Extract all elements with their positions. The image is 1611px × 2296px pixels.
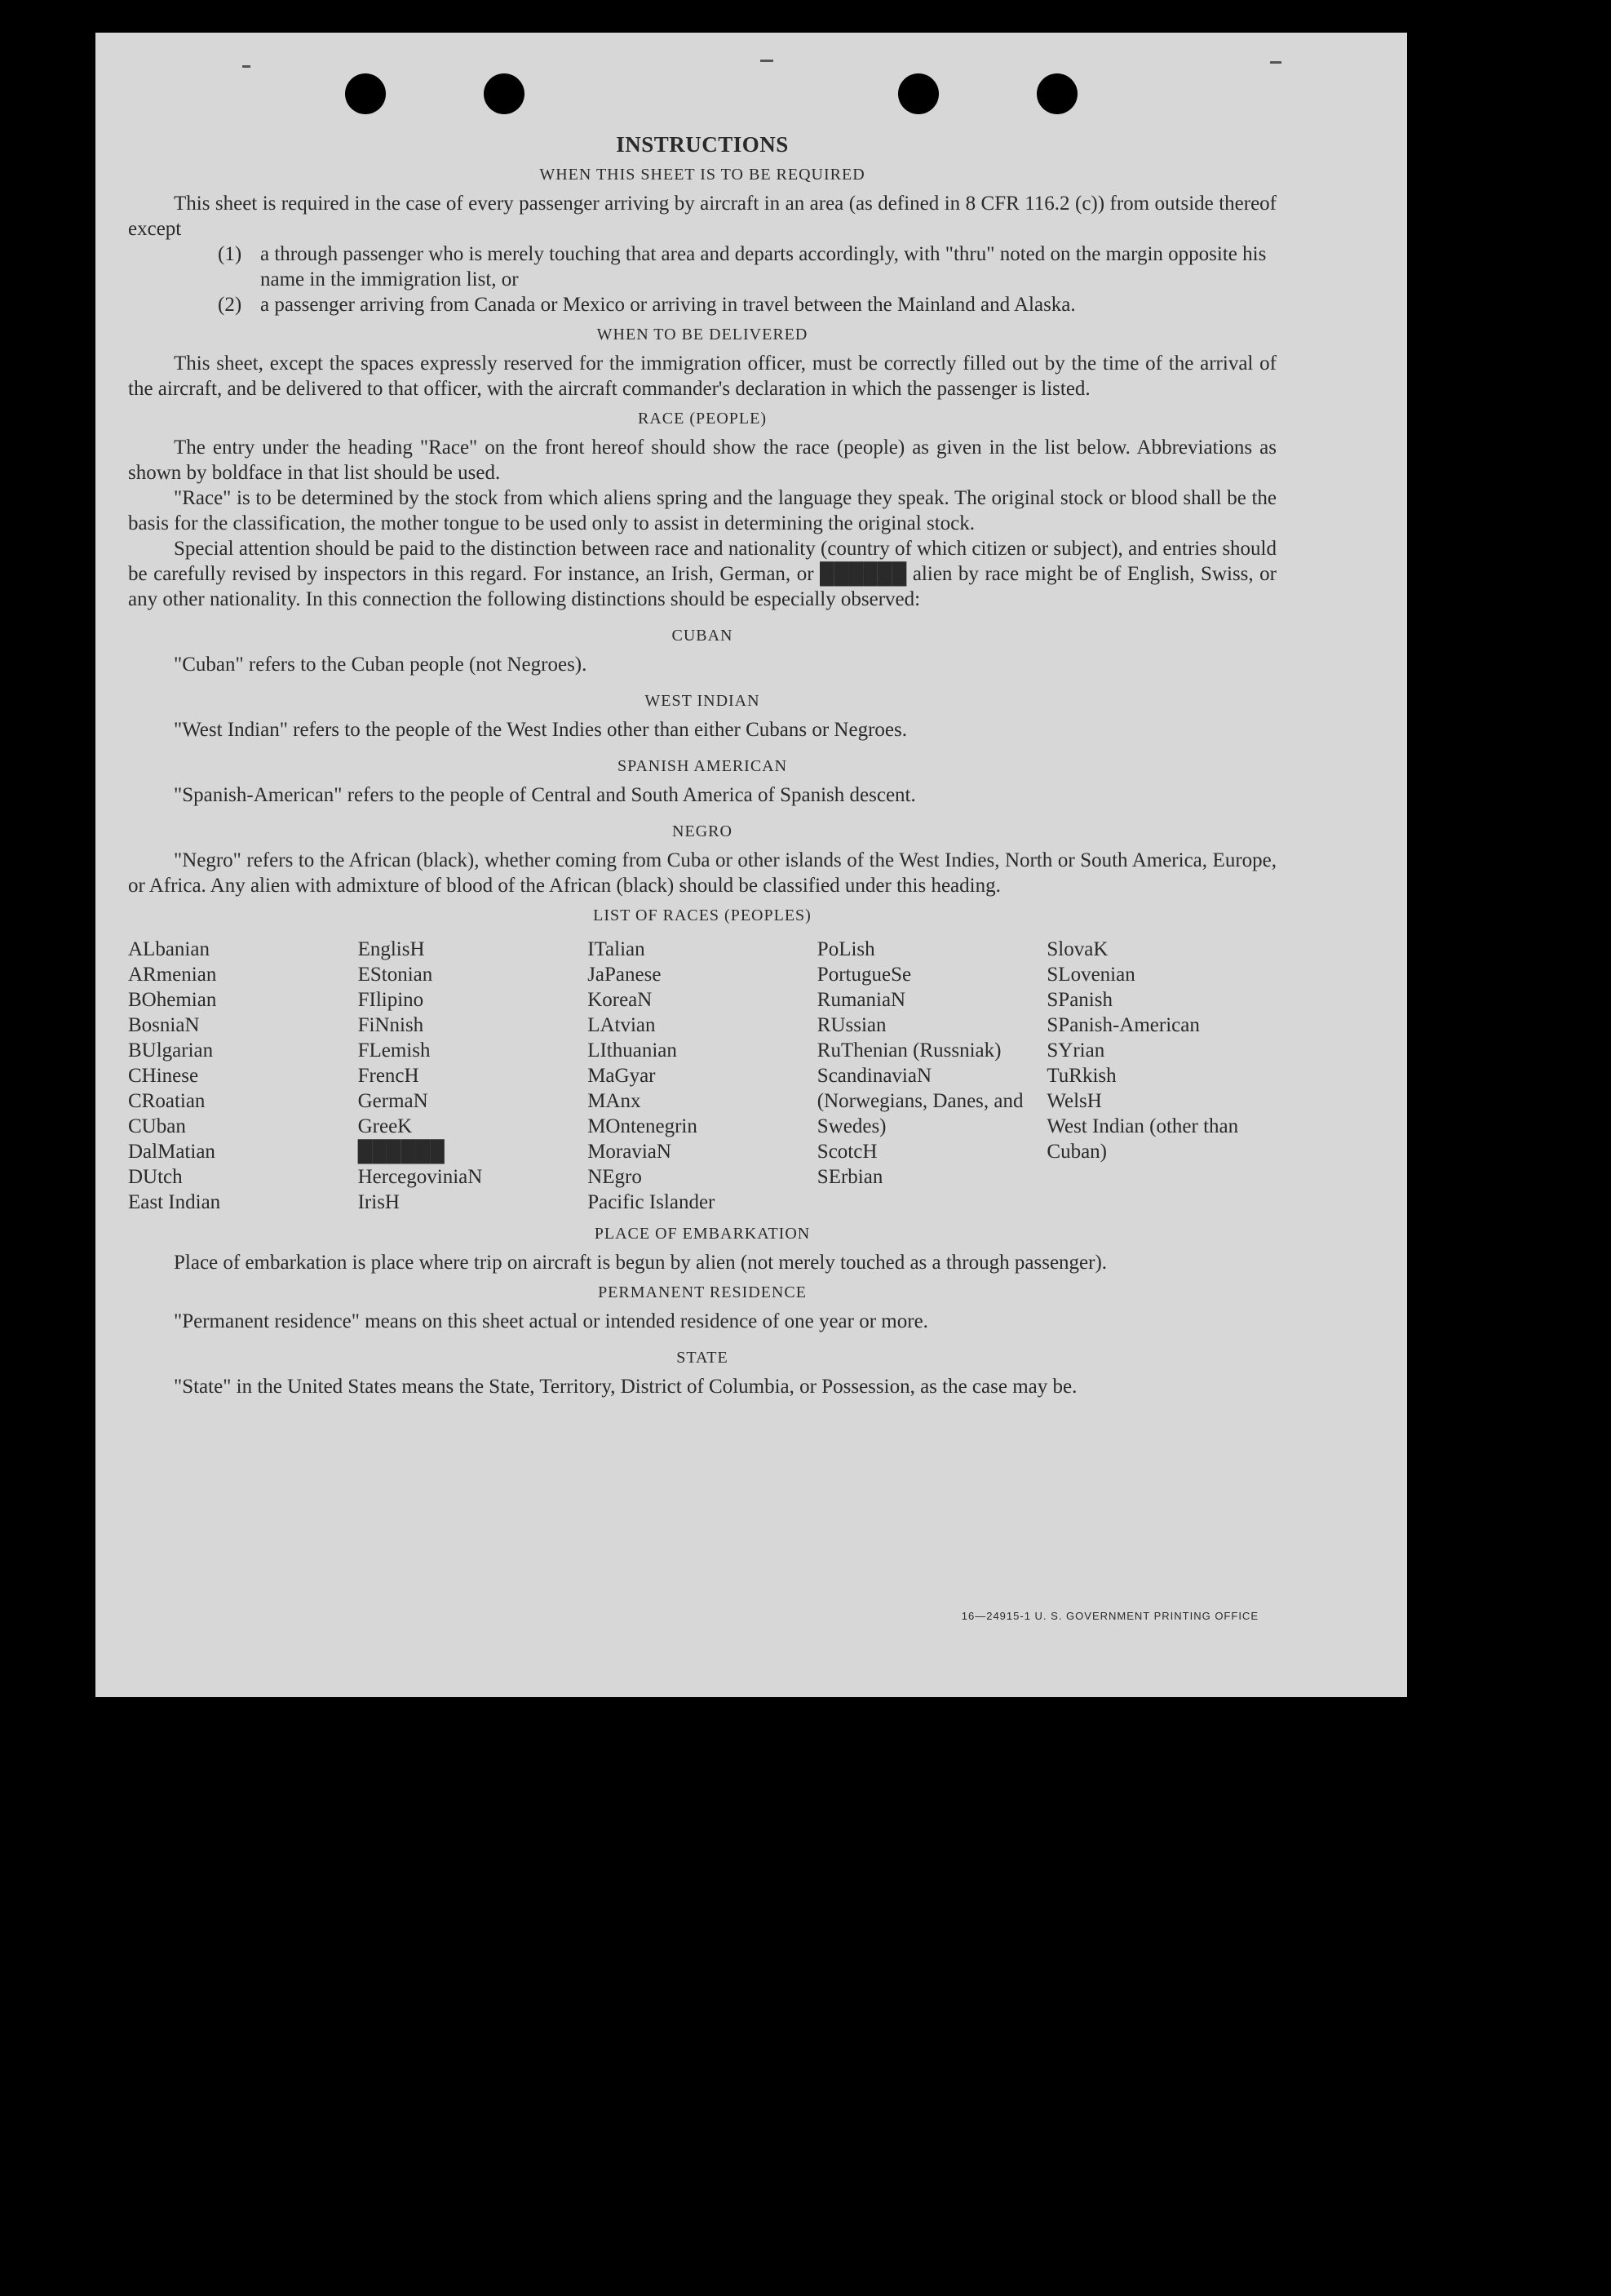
race-item: SYrian — [1047, 1039, 1105, 1062]
section-heading: STATE — [676, 1349, 728, 1367]
paragraph: "State" in the United States means the State, Territory, District of Columbia, or Possession, as the case may be. — [174, 1376, 1078, 1398]
race-item: NEgro — [587, 1166, 642, 1188]
race-item: FrencH — [357, 1065, 419, 1087]
race-item: WelsH — [1047, 1090, 1102, 1112]
race-item: TuRkish — [1047, 1065, 1117, 1087]
paragraph: "Negro" refers to the African (black), whether coming from Cuba or other islands of the West Indies, North or South America, Europe, or Africa. Any alien with admixture of blood of the African (black) should be classified under this heading. — [128, 849, 1277, 897]
scan-speck — [1270, 61, 1281, 64]
section-heading: SPANISH AMERICAN — [617, 757, 788, 775]
race-column — [358, 937, 588, 1215]
scan-speck — [760, 60, 773, 62]
race-item: CHinese — [128, 1065, 199, 1087]
section-heading: PERMANENT RESIDENCE — [598, 1283, 807, 1301]
race-item: ██████ — [357, 1141, 445, 1163]
scan-speck — [242, 65, 250, 68]
paragraph: The entry under the heading "Race" on the front hereof should show the race (people) as given in the list below. Abbreviations as shown by boldface in that list should be used. — [128, 437, 1277, 484]
race-item: DalMatian — [128, 1141, 215, 1163]
race-item: CUban — [128, 1115, 186, 1137]
race-column — [817, 937, 1047, 1215]
race-item: DUtch — [128, 1166, 183, 1188]
section-heading: NEGRO — [672, 822, 732, 840]
race-column — [128, 937, 358, 1215]
race-item: HercegoviniaN — [357, 1166, 483, 1188]
race-item: EStonian — [357, 964, 433, 986]
race-item: FLemish — [357, 1039, 431, 1062]
race-item: PoLish — [817, 938, 875, 960]
race-item: SLovenian — [1047, 964, 1135, 986]
race-item: ITalian — [587, 938, 645, 960]
paragraph: This sheet is required in the case of every passenger arriving by aircraft in an area (as defined in 8 CFR 116.2 (c)) from outside thereof except — [128, 193, 1277, 240]
race-item: BOhemian — [128, 989, 217, 1011]
race-item: West Indian (other than Cuban) — [1047, 1115, 1239, 1163]
race-item: CRoatian — [128, 1090, 206, 1112]
exception-list — [128, 242, 1277, 317]
race-item: LIthuanian — [587, 1039, 677, 1062]
race-item: BUlgarian — [128, 1039, 214, 1062]
paragraph: "Permanent residence" means on this sheet actual or intended residence of one year or more. — [174, 1310, 928, 1332]
race-item: FIlipino — [357, 989, 424, 1011]
paragraph: This sheet, except the spaces expressly reserved for the immigration officer, must be correctly filled out by the time of the arrival of the aircraft, and be delivered to that officer, with the aircraft commander's declaration in which the passenger is listed. — [128, 352, 1277, 400]
race-item: PortugueSe — [817, 964, 912, 986]
document-page — [95, 33, 1407, 1697]
race-item: BosniaN — [128, 1014, 200, 1036]
section-heading: WHEN THIS SHEET IS TO BE REQUIRED — [539, 166, 865, 184]
race-item: LAtvian — [587, 1014, 656, 1036]
page-title: INSTRUCTIONS — [616, 132, 789, 157]
race-list — [128, 937, 1277, 1215]
punch-hole — [1037, 73, 1078, 114]
section-heading: WEST INDIAN — [644, 692, 760, 710]
paragraph: "Race" is to be determined by the stock from which aliens spring and the language they speak. The original stock or blood shall be the basis for the classification, the mother tongue to be used only to assist in determining the original stock. — [128, 487, 1277, 534]
race-item: ARmenian — [128, 964, 217, 986]
race-item: GermaN — [357, 1090, 428, 1112]
race-column — [1047, 937, 1277, 1215]
race-item: RuThenian (Russniak) — [817, 1039, 1002, 1062]
race-item: RumaniaN — [817, 989, 906, 1011]
race-item: MaGyar — [587, 1065, 656, 1087]
instructions-content — [128, 132, 1277, 1399]
paragraph: Special attention should be paid to the distinction between race and nationality (country of which citizen or subject), and entries should be carefully revised by inspectors in this regard. For instance, an Irish, German, or ██████ alien by race might be of English, Swiss, or any other nationality. In this connection the following distinctions should be especially observed: — [128, 538, 1277, 610]
race-item: MOntenegrin — [587, 1115, 697, 1137]
race-item: ScandinaviaN (Norwegians, Danes, and Swedes) — [817, 1065, 1024, 1137]
section-heading: RACE (PEOPLE) — [638, 410, 767, 428]
race-item: MoraviaN — [587, 1141, 671, 1163]
race-item: Pacific Islander — [587, 1191, 715, 1213]
paragraph: "West Indian" refers to the people of the West Indies other than either Cubans or Negroes. — [174, 719, 907, 741]
race-item: ScotcH — [817, 1141, 878, 1163]
race-item: FiNnish — [357, 1014, 424, 1036]
race-item: SPanish-American — [1047, 1014, 1200, 1036]
section-heading: LIST OF RACES (PEOPLES) — [593, 906, 812, 924]
race-item: MAnx — [587, 1090, 641, 1112]
printing-office-code: 16—24915-1 U. S. GOVERNMENT PRINTING OFFICE — [961, 1610, 1259, 1622]
race-item: SlovaK — [1047, 938, 1109, 960]
race-item: RUssian — [817, 1014, 887, 1036]
paragraph: Place of embarkation is place where trip on aircraft is begun by alien (not merely touched as a through passenger). — [174, 1252, 1108, 1274]
paragraph: "Spanish-American" refers to the people of Central and South America of Spanish descent. — [174, 784, 916, 806]
race-item: SPanish — [1047, 989, 1113, 1011]
race-column — [587, 937, 817, 1215]
punch-hole — [484, 73, 524, 114]
race-item: KoreaN — [587, 989, 653, 1011]
section-heading: CUBAN — [671, 627, 733, 645]
list-item: (1) a through passenger who is merely touching that area and departs accordingly, with "thru" noted on the margin opposite his name in the immigration list, or — [218, 243, 1267, 290]
punch-hole — [898, 73, 939, 114]
race-item: GreeK — [357, 1115, 413, 1137]
race-item: EnglisH — [357, 938, 425, 960]
punch-hole — [345, 73, 386, 114]
section-heading: WHEN TO BE DELIVERED — [596, 326, 808, 344]
race-item: East Indian — [128, 1191, 221, 1213]
list-item: (2) a passenger arriving from Canada or Mexico or arriving in travel between the Mainland and Alaska. — [218, 294, 1076, 316]
race-item: ALbanian — [128, 938, 210, 960]
paragraph: "Cuban" refers to the Cuban people (not Negroes). — [174, 654, 587, 676]
race-item: SErbian — [817, 1166, 883, 1188]
section-heading: PLACE OF EMBARKATION — [594, 1225, 811, 1243]
race-item: JaPanese — [587, 964, 662, 986]
race-item: IrisH — [357, 1191, 400, 1213]
